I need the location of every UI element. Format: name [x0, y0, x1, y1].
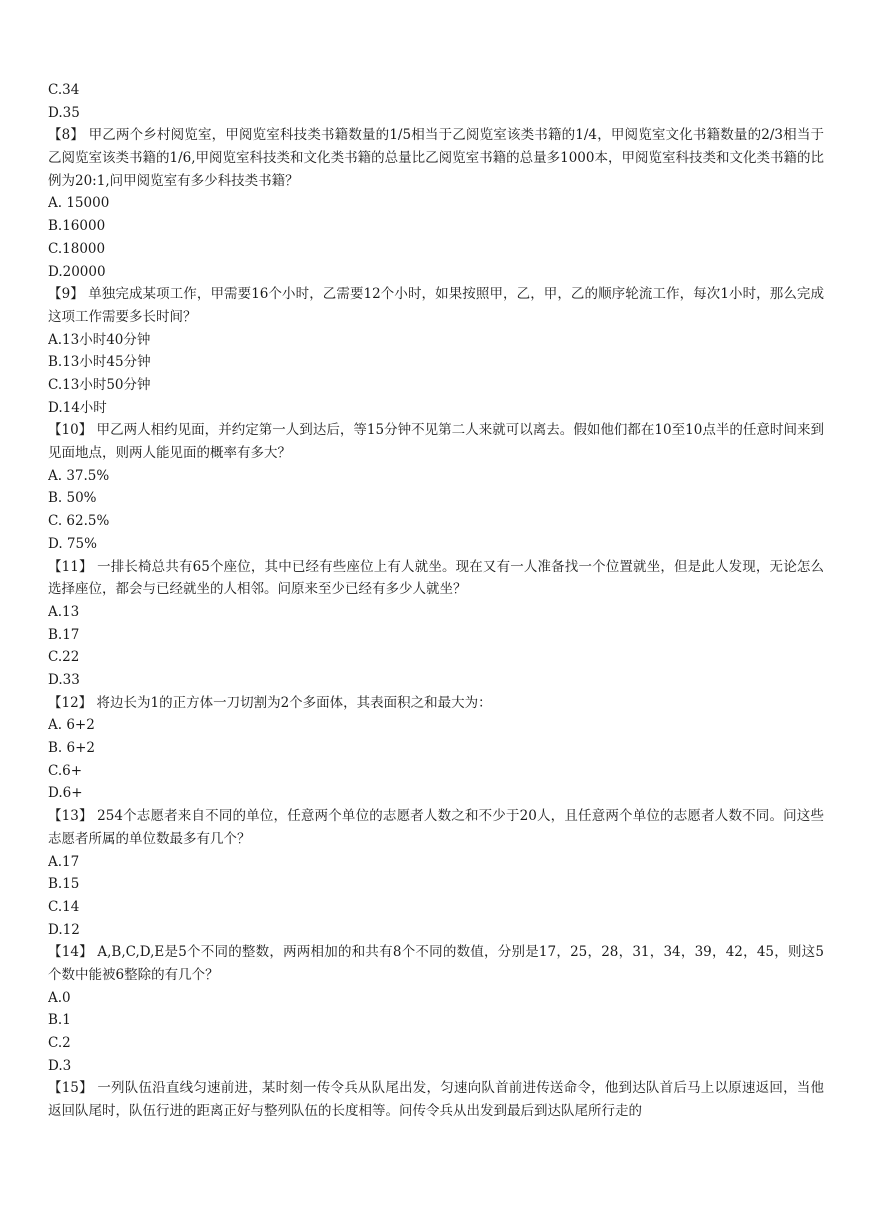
question-number: 【15】: [48, 1080, 93, 1097]
option: B.17: [48, 626, 80, 643]
question-text: 甲乙两个乡村阅览室，甲阅览室科技类书籍数量的1/5相当于乙阅览室该类书籍的1/4，甲阅览室文化书籍数量的2/3相当于乙阅览室该类书籍的1/6,甲阅览室科技类和文化类书籍的总量比乙阅览室书籍的总量多1000本，甲阅览室科技类和文化类书籍的比例为20:1,问甲阅览室有多少科技类书籍？: [48, 127, 824, 189]
option: C.18000: [48, 240, 106, 257]
question-9: [48, 283, 824, 328]
question-12: [48, 692, 824, 715]
option: C.2: [48, 1035, 71, 1052]
option: C.13小时50分钟: [48, 377, 151, 394]
option: D. 75%: [48, 535, 97, 552]
option: A. 6+2: [48, 717, 95, 734]
option: C.14: [48, 898, 80, 915]
question-number: 【9】: [48, 286, 84, 303]
question-text: A,B,C,D,E是5个不同的整数，两两相加的和共有8个不同的数值，分别是17，25，28，31，34，39，42，45，则这5个数中能被6整除的有几个？: [48, 944, 824, 984]
question-13: [48, 805, 824, 850]
option: B. 6+2: [48, 740, 95, 757]
option: D.3: [48, 1057, 72, 1074]
question-number: 【8】: [48, 127, 85, 144]
option: B.1: [48, 1012, 71, 1029]
question-14: [48, 941, 824, 986]
question-10: [48, 419, 824, 464]
option-d-prev: D.35: [48, 104, 80, 121]
question-text: 一排长椅总共有65个座位，其中已经有些座位上有人就坐。现在又有一人准备找一个位置就坐，但是此人发现，无论怎么选择座位，都会与已经就坐的人相邻。问原来至少已经有多少人就坐？: [48, 558, 824, 598]
option: D.33: [48, 672, 80, 689]
option: A. 15000: [48, 195, 110, 212]
question-text: 甲乙两人相约见面，并约定第一人到达后，等15分钟不见第二人来就可以离去。假如他们都在10至10点半的任意时间来到见面地点，则两人能见面的概率有多大？: [48, 422, 824, 462]
option: A.13: [48, 603, 80, 620]
option: A. 37.5%: [48, 467, 110, 484]
option: A.13小时40分钟: [48, 331, 151, 348]
option: D.6+: [48, 785, 83, 802]
option: B.15: [48, 876, 80, 893]
option: B.16000: [48, 218, 106, 235]
option: D.12: [48, 921, 80, 938]
document-page: [48, 79, 824, 1123]
question-15: [48, 1077, 824, 1122]
question-text: 单独完成某项工作，甲需要16个小时，乙需要12个小时，如果按照甲，乙，甲，乙的顺序轮流工作，每次1小时，那么完成这项工作需要多长时间？: [48, 286, 824, 325]
question-8: [48, 124, 824, 192]
question-text: 一列队伍沿直线匀速前进，某时刻一传令兵从队尾出发，匀速向队首前进传送命令，他到达队首后马上以原速返回，当他返回队尾时，队伍行进的距离正好与整列队伍的长度相等。问传令兵从出发到最后到达队尾所行走的: [48, 1080, 824, 1120]
option: D.14小时: [48, 399, 107, 416]
option-c-prev: C.34: [48, 82, 80, 98]
question-number: 【14】: [48, 944, 93, 961]
option: B.13小时45分钟: [48, 354, 151, 371]
question-number: 【13】: [48, 808, 93, 825]
option: D.20000: [48, 263, 106, 280]
question-number: 【11】: [48, 558, 93, 575]
question-number: 【10】: [48, 422, 93, 439]
question-text: 将边长为1的正方体一刀切割为2个多面体，其表面积之和最大为：: [96, 694, 492, 711]
question-number: 【12】: [48, 694, 93, 711]
question-text: 254个志愿者来自不同的单位，任意两个单位的志愿者人数之和不少于20人，且任意两个单位的志愿者人数不同。问这些志愿者所属的单位数最多有几个？: [48, 808, 824, 847]
question-11: [48, 556, 824, 601]
option: C.22: [48, 649, 80, 666]
option: C.6+: [48, 762, 83, 779]
option: B. 50%: [48, 490, 97, 507]
option: C. 62.5%: [48, 513, 110, 530]
option: A.17: [48, 853, 80, 870]
option: A.0: [48, 989, 71, 1006]
